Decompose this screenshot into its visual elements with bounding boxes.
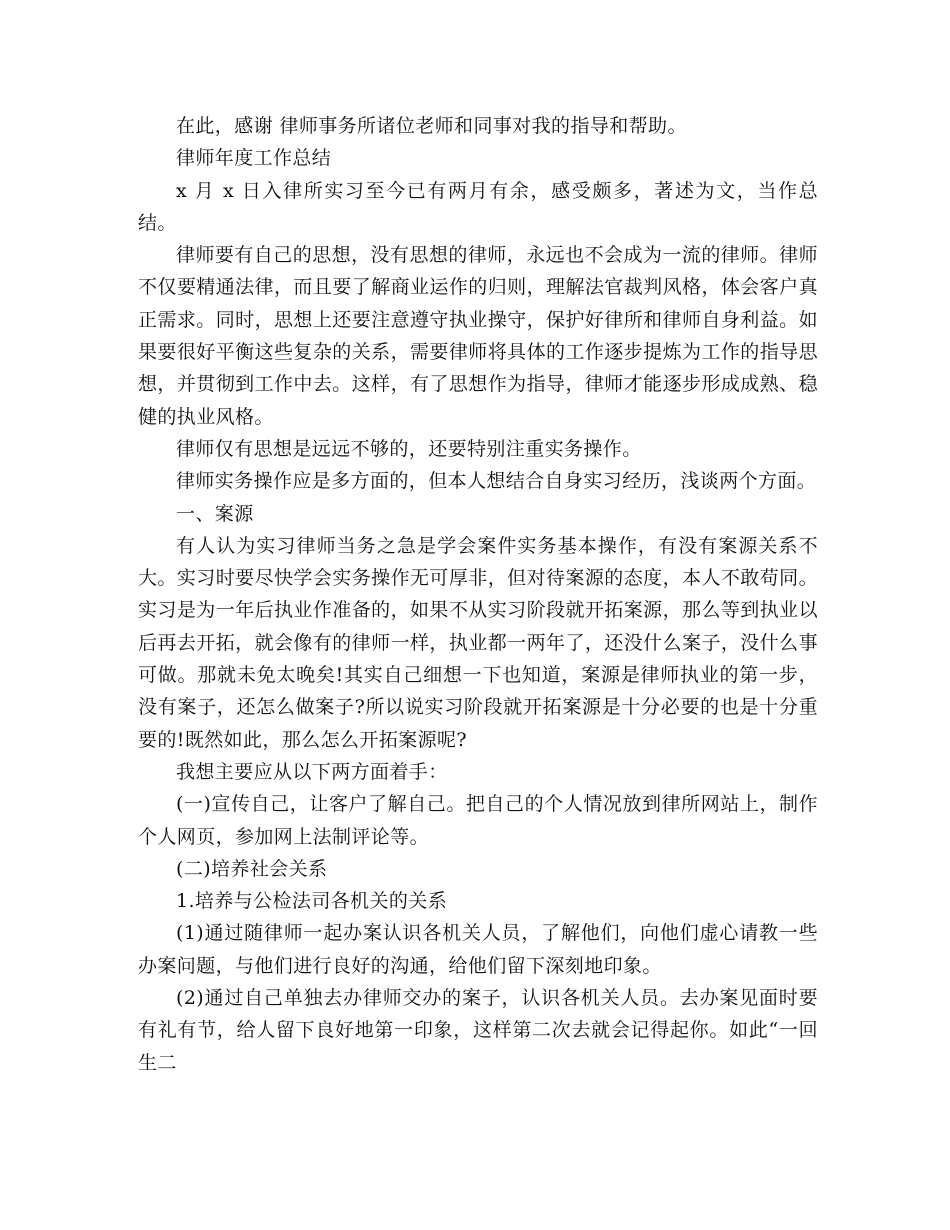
paragraph-title: 律师年度工作总结 — [176, 147, 332, 170]
document-page — [138, 110, 818, 1079]
paragraph-intro: x 月 x 日入律所实习至今已有两月有余，感受颇多，著述为文，当作总结。 — [138, 179, 818, 234]
subheading-social-relations: (二)培养社会关系 — [176, 857, 328, 880]
paragraph-thinking: 律师要有自己的思想，没有思想的律师，永远也不会成为一流的律师。律师不仅要精通法律，而且要了解商业运作的归则，理解法官裁判风格，体会客户真正需求。同时，思想上还要注意遵守执业操守，保护好律所和律师自身利益。如果要很好平衡这些复杂的关系，需要律师将具体的工作逐步提炼为工作的指导思想，并贯彻到工作中去。这样，有了思想作为指导，律师才能逐步形成成熟、稳健的执业风格。 — [138, 244, 818, 428]
paragraph-item-1: (1)通过随律师一起办案认识各机关人员，了解他们，向他们虚心请教一些办案问题，与他们进行良好的沟通，给他们留下深刻地印象。 — [138, 922, 818, 977]
subheading-agency-relations: 1.培养与公检法司各机关的关系 — [176, 890, 448, 913]
paragraph-item-2: (2)通过自己单独去办律师交办的案子，认识各机关人员。去办案见面时要有礼有节，给人留下良好地第一印象，这样第二次去就会记得起你。如此“一回生二 — [138, 987, 818, 1074]
paragraph-practice-aspects: 律师实务操作应是多方面的，但本人想结合自身实习经历，浅谈两个方面。 — [176, 470, 817, 493]
section-heading-case-source: 一、案源 — [176, 502, 254, 525]
paragraph-promote-self: (一)宣传自己，让客户了解自己。把自己的个人情况放到律所网站上，制作个人网页，参加网上法制评论等。 — [138, 793, 818, 848]
paragraph-case-source: 有人认为实习律师当务之急是学会案件实务基本操作，有没有案源关系不大。实习时要尽快学会实务操作无可厚非，但对待案源的态度，本人不敢苟同。实习是为一年后执业作准备的，如果不从实习阶段就开拓案源，那么等到执业以后再去开拓，就会像有的律师一样，执业都一两年了，还没什么案子，没什么事可做。那就未免太晚矣!其实自己细想一下也知道，案源是律师执业的第一步，没有案子，还怎么做案子?所以说实习阶段就开拓案源是十分必要的也是十分重要的!既然如此，那么怎么开拓案源呢? — [138, 534, 818, 751]
paragraph-approach: 我想主要应从以下两方面着手： — [176, 760, 448, 783]
paragraph-practice: 律师仅有思想是远远不够的，还要特别注重实务操作。 — [176, 437, 642, 460]
paragraph-thanks: 在此，感谢 律师事务所诸位老师和同事对我的指导和帮助。 — [176, 115, 687, 137]
